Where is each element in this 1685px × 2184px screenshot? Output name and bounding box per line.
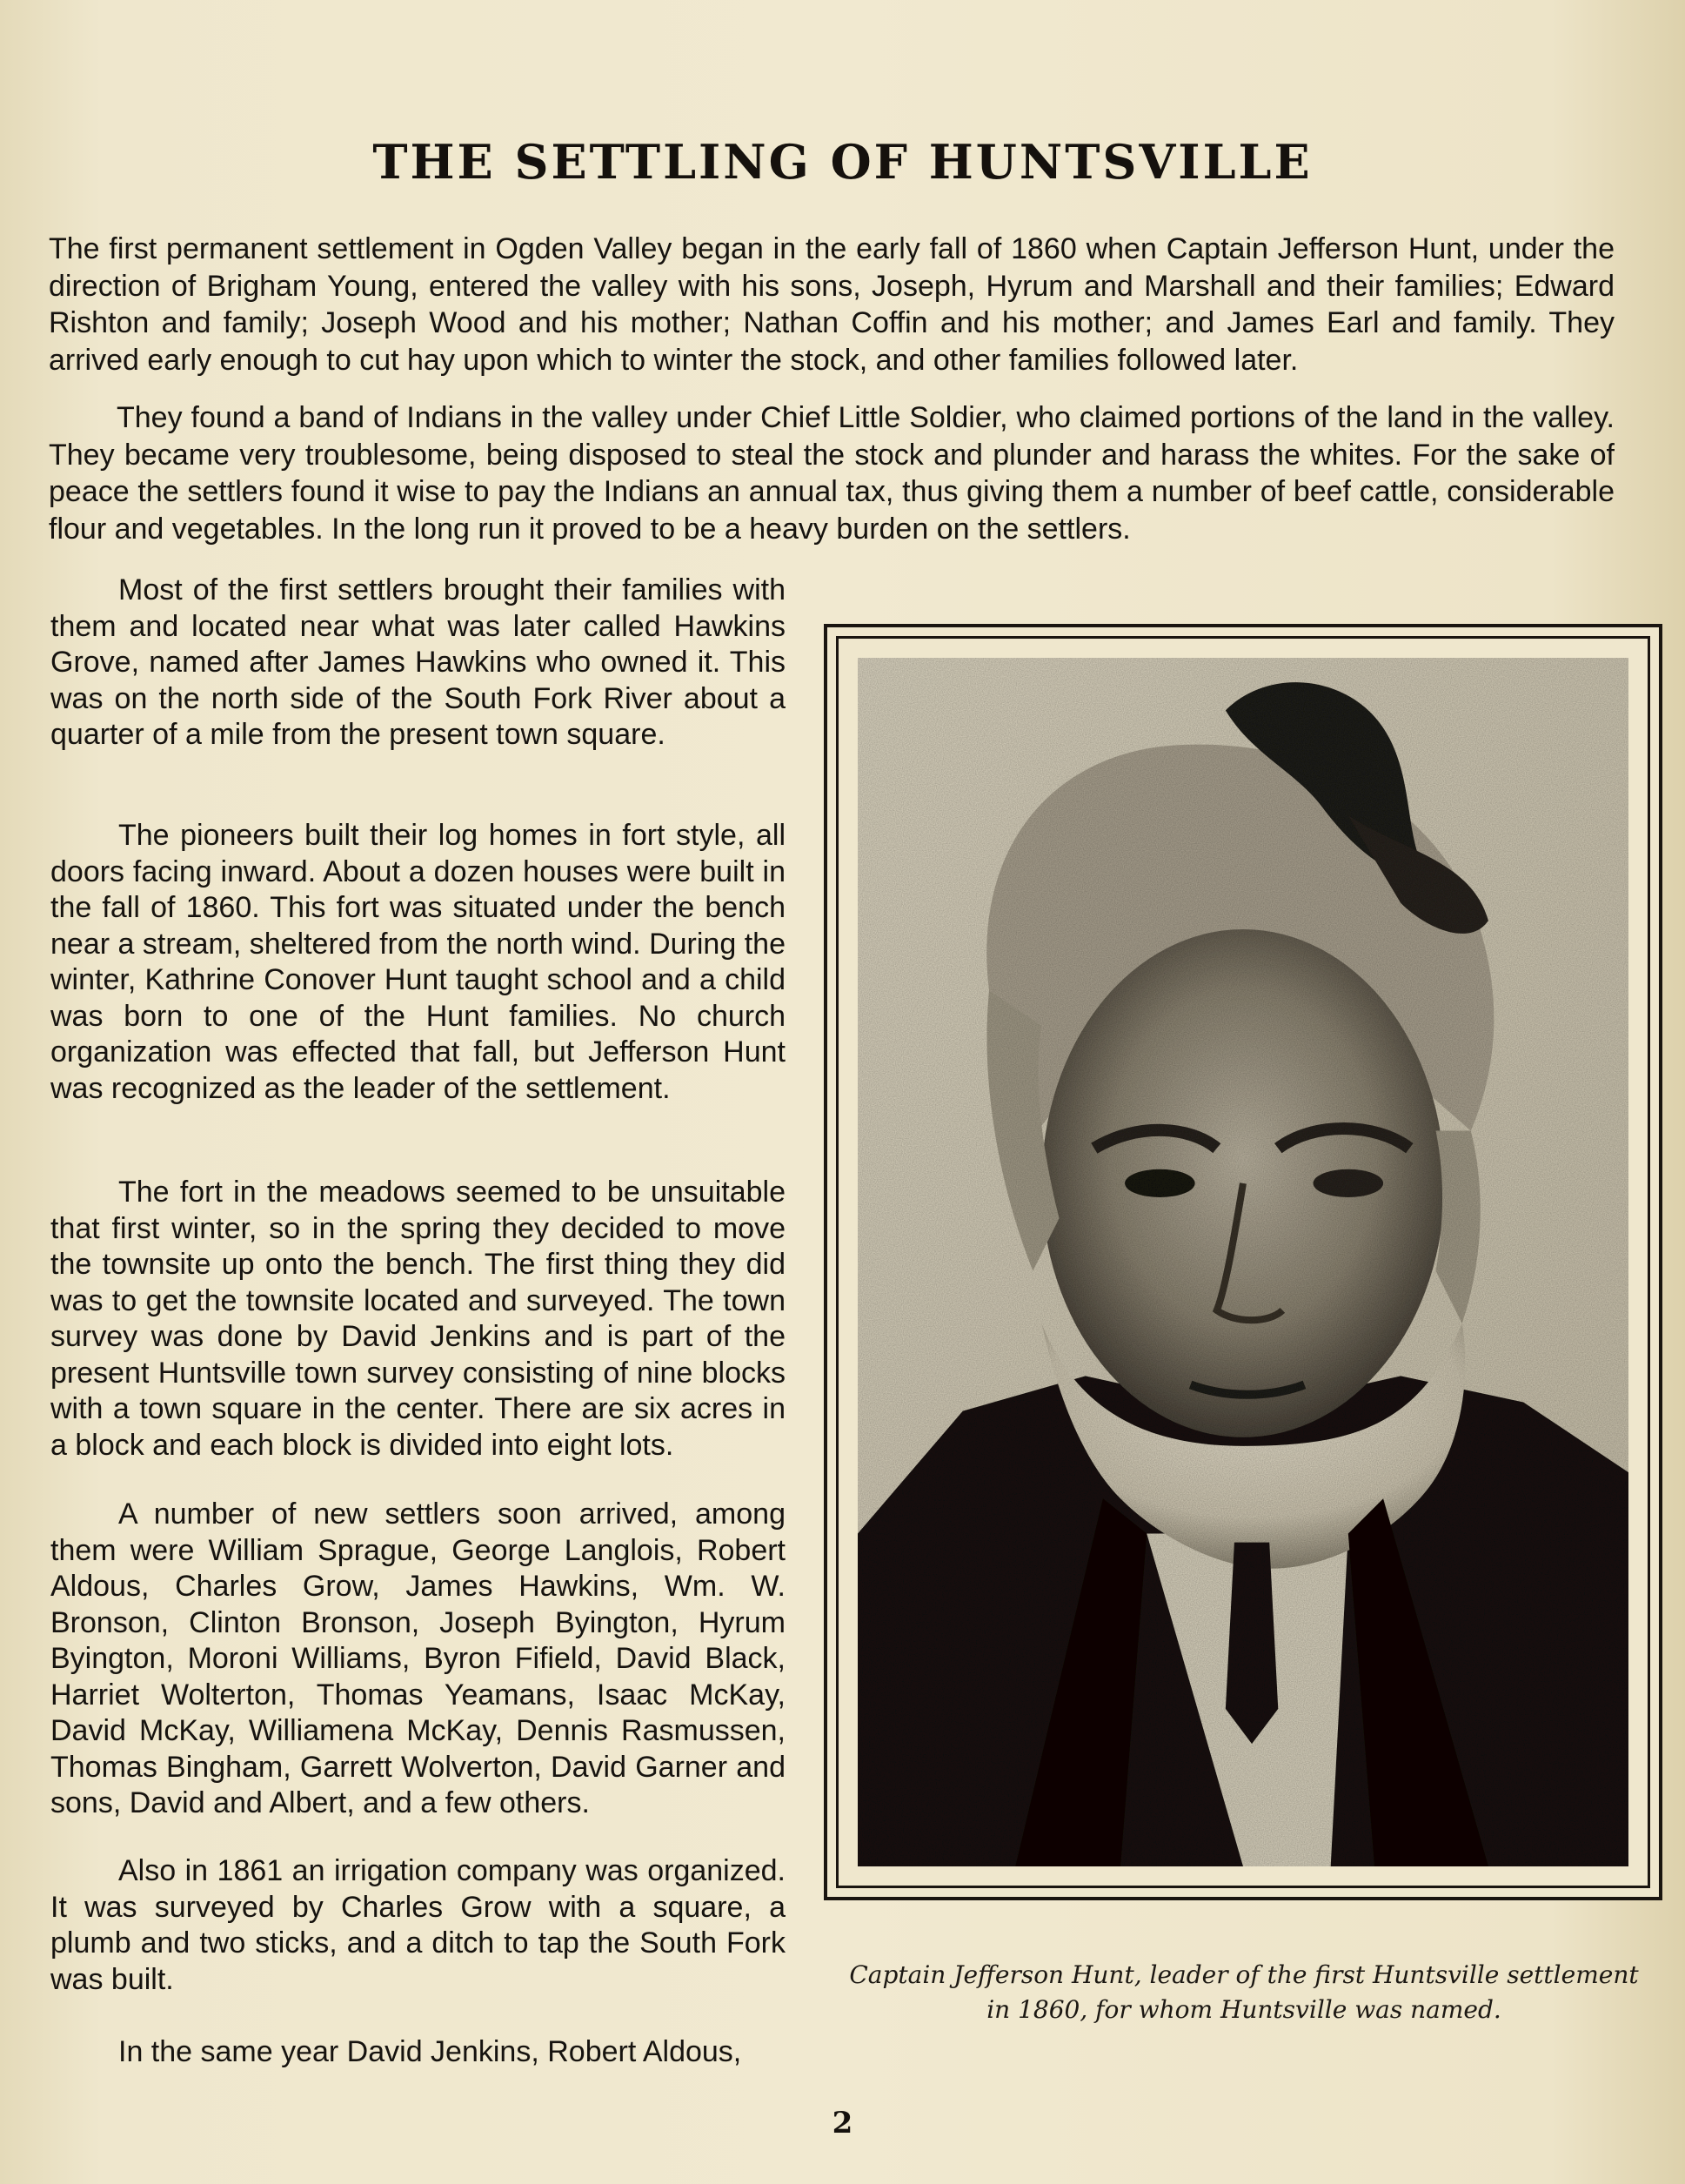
portrait-frame [824, 624, 1662, 1900]
paragraph-new-settlers: A number of new settlers soon arrived, among them were William Sprague, George Langlois, Robert Aldous, Charles Grow, James Hawkins, Wm. W. Bronson, Clinton Bronson, Joseph Byington, Hyrum Byington, Moroni Williams, Byron Fifield, David Black, Harriet Wolterton, Thomas Yeamans, Isaac McKay, David McKay, Williamena McKay, Dennis Rasmussen, Thomas Bingham, Garrett Wolverton, David Garner and sons, David and Albert, and a few others. [50, 1497, 786, 1819]
paragraph-townsite: The fort in the meadows seemed to be unsuitable that first winter, so in the spring they decided to move the townsite up onto the bench. The first thing they did was to get the townsite located and surveyed. The town survey was done by David Jenkins and is part of the present Huntsville town survey consisting of nine blocks with a town square in the center. There are six acres in a block and each block is divided into eight lots. [50, 1176, 786, 1462]
paragraph-irrigation: Also in 1861 an irrigation company was organized. It was surveyed by Charles Grow with a square, a plumb and two sticks, and a ditch to tap the South Fork was built. [50, 1854, 786, 1996]
paragraph-first-settlement: The first permanent settlement in Ogden Valley began in the early fall of 1860 when Captain Jefferson Hunt, under the direction of Brigham Young, entered the valley with his sons, Joseph, Hyrum and Marshall and their families; Edward Rishton and family; Joseph Wood and his mother; Nathan Coffin and his mother; and James Earl and family. They arrived early enough to cut hay upon which to winter the stock, and other families followed later. [49, 232, 1615, 377]
portrait-inner-frame [836, 636, 1650, 1888]
paragraph-same-year: In the same year David Jenkins, Robert Aldous, [118, 2035, 742, 2068]
paragraph-indians: They found a band of Indians in the valley under Chief Little Soldier, who claimed portions of the land in the valley. They became very troublesome, being disposed to steal the stock and plunder and harass the whites. For the sake of peace the settlers found it wise to pay the Indians an annual tax, thus giving them a number of beef cattle, considerable flour and vegetables. In the long run it proved to be a heavy burden on the settlers. [49, 401, 1615, 546]
portrait-caption: Captain Jefferson Hunt, leader of the first Huntsville settlement in 1860, for whom Huntsville was named. [849, 1960, 1639, 2024]
paragraph-fort-style: The pioneers built their log homes in fort style, all doors facing inward. About a dozen houses were built in the fall of 1860. This fort was situated under the bench near a stream, sheltered from the north wind. During the winter, Kathrine Conover Hunt taught school and a child was born to one of the Hunt families. No church organization was effected that fall, but Jefferson Hunt was recognized as the leader of the settlement. [50, 819, 786, 1105]
paragraph-hawkins-grove: Most of the first settlers brought their families with them and located near what was later called Hawkins Grove, named after James Hawkins who owned it. This was on the north side of the South Fork River about a quarter of a mile from the present town square. [50, 573, 786, 751]
page-title: THE SETTLING OF HUNTSVILLE [372, 134, 1313, 191]
page-number: 2 [832, 2106, 853, 2140]
portrait-photo [858, 658, 1628, 1866]
